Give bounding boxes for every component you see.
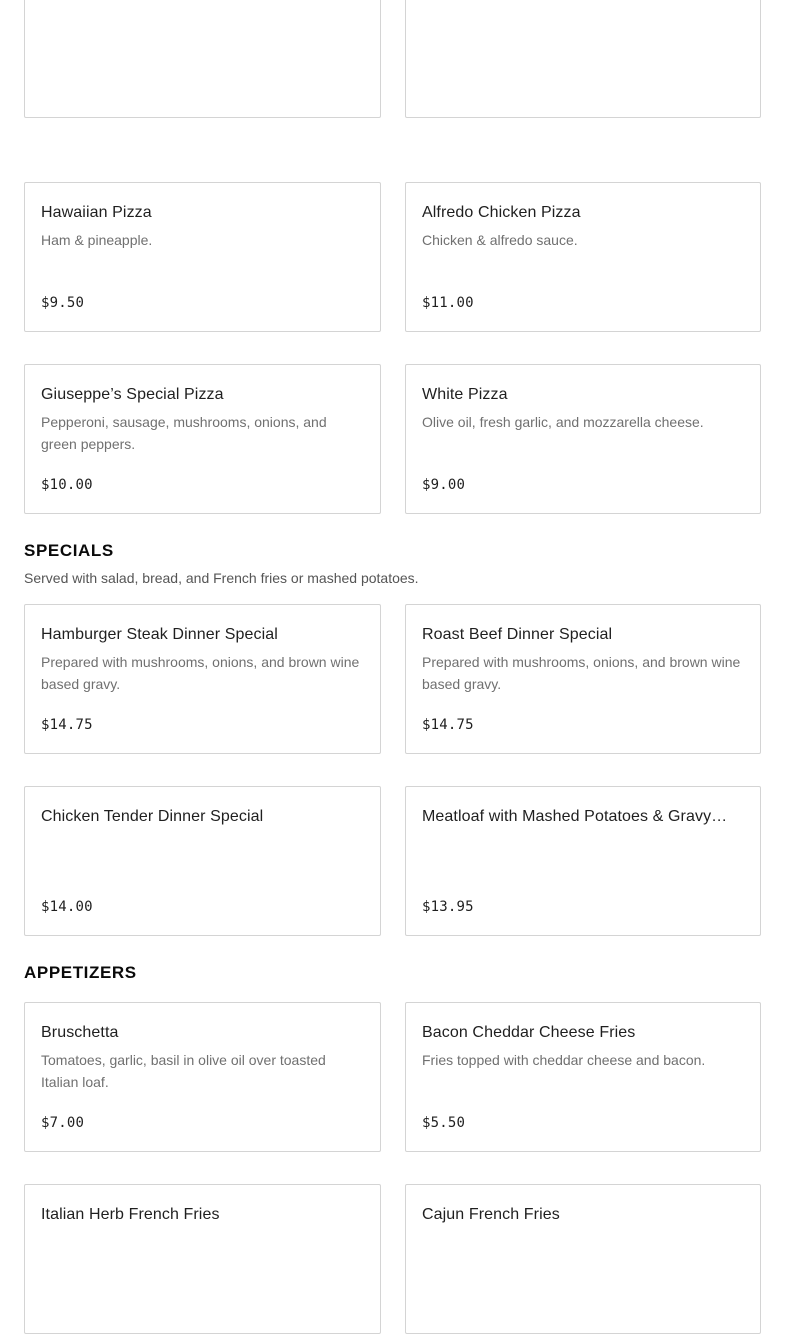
item-name: Meatloaf with Mashed Potatoes & Gravy…	[422, 808, 728, 825]
item-name: Chicken Tender Dinner Special	[41, 808, 264, 825]
item-name: Cajun French Fries	[422, 1206, 560, 1223]
pizza-grid	[24, 0, 785, 514]
item-price: $11.00	[422, 295, 474, 311]
item-description: Tomatoes, garlic, basil in olive oil over toasted Italian loaf.	[41, 1052, 326, 1090]
menu-item-card[interactable]	[405, 0, 761, 118]
item-description: Olive oil, fresh garlic, and mozzarella cheese.	[422, 414, 704, 430]
specials-header	[24, 540, 785, 588]
menu-item-card[interactable]	[24, 364, 381, 514]
item-price: $10.00	[41, 477, 93, 493]
menu-item-card[interactable]	[405, 364, 761, 514]
item-name: Bacon Cheddar Cheese Fries	[422, 1024, 636, 1041]
menu-item-card[interactable]	[405, 786, 761, 936]
section-subtitle: Served with salad, bread, and French fries or mashed potatoes.	[24, 570, 419, 586]
menu-item-card[interactable]	[405, 1184, 761, 1334]
item-name: Alfredo Chicken Pizza	[422, 204, 581, 221]
item-price: $9.00	[422, 477, 466, 493]
menu-item-card[interactable]	[24, 182, 381, 332]
menu-item-card[interactable]	[24, 1184, 381, 1334]
item-price: $14.00	[41, 899, 93, 915]
item-description: Chicken & alfredo sauce.	[422, 232, 578, 248]
item-name: Bruschetta	[41, 1024, 119, 1041]
item-name: Roast Beef Dinner Special	[422, 626, 613, 643]
section-title: APPETIZERS	[24, 963, 137, 982]
menu-item-card[interactable]	[405, 1002, 761, 1152]
menu-item-card[interactable]	[24, 604, 381, 754]
item-description: Prepared with mushrooms, onions, and brown wine based gravy.	[41, 654, 360, 692]
item-price: $7.00	[41, 1115, 85, 1131]
item-description: Fries topped with cheddar cheese and bacon.	[422, 1052, 706, 1068]
item-price: $5.50	[422, 1115, 466, 1131]
menu-item-card[interactable]	[24, 0, 381, 118]
item-description: Ham & pineapple.	[41, 232, 153, 248]
menu-item-card[interactable]	[405, 182, 761, 332]
item-price: $13.95	[422, 899, 474, 915]
appetizers-grid	[24, 1002, 785, 1334]
item-name: White Pizza	[422, 386, 508, 403]
menu-item-card[interactable]	[24, 1002, 381, 1152]
item-name: Hawaiian Pizza	[41, 204, 152, 221]
item-price: $9.50	[41, 295, 85, 311]
item-price: $14.75	[422, 717, 474, 733]
menu-item-card[interactable]	[405, 604, 761, 754]
item-description: Pepperoni, sausage, mushrooms, onions, and green peppers.	[41, 414, 327, 452]
specials-grid	[24, 604, 785, 936]
item-name: Italian Herb French Fries	[41, 1206, 220, 1223]
item-price: $14.75	[41, 717, 93, 733]
appetizers-header	[24, 962, 785, 984]
item-name: Giuseppe’s Special Pizza	[41, 386, 224, 403]
item-description: Prepared with mushrooms, onions, and brown wine based gravy.	[422, 654, 741, 692]
section-title: SPECIALS	[24, 541, 114, 560]
menu-item-card[interactable]	[24, 786, 381, 936]
item-name: Hamburger Steak Dinner Special	[41, 626, 278, 643]
